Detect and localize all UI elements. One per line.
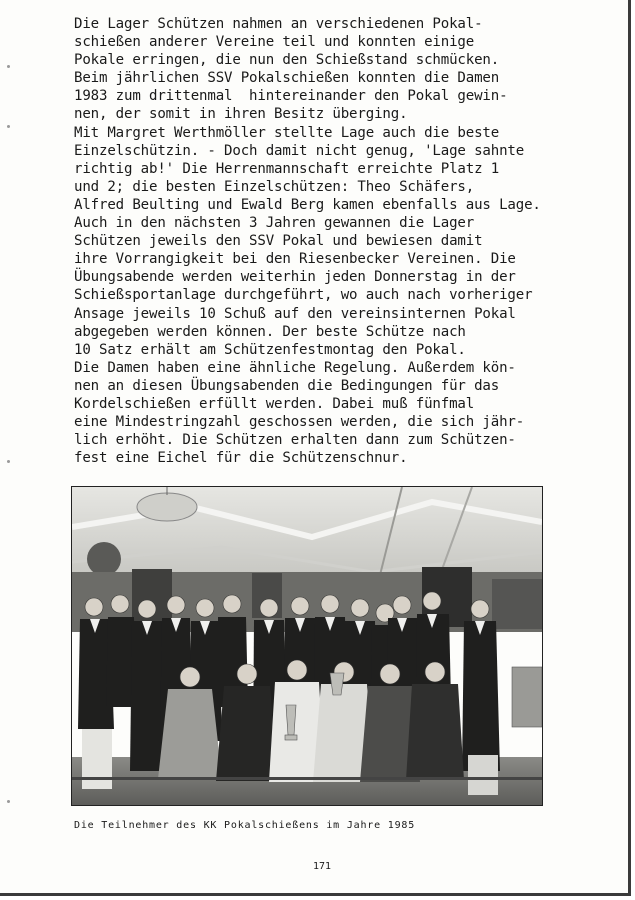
text-line: Mit Margret Werthmöller stellte Lage auch die beste [74,124,500,141]
text-line: Auch in den nächsten 3 Jahren gewannen die Lager [74,215,475,232]
text-line: ihre Vorrangigkeit bei den Riesenbecker Vereinen. Die [74,251,516,268]
text-line: Übungsabende werden weiterhin jeden Donnerstag in der [74,269,516,286]
body-text [74,15,594,467]
text-line: abgegeben werden können. Der beste Schütze nach [74,323,466,340]
photo-caption: Die Teilnehmer des KK Pokalschießens im Jahre 1985 [74,820,416,831]
white-trousers-right [468,755,498,795]
text-line: 10 Satz erhält am Schützenfestmontag den Pokal. [74,341,466,358]
text-line: eine Mindestringzahl geschossen werden, die sich jähr- [74,414,525,431]
text-line: Beim jährlichen SSV Pokalschießen konnten die Damen [74,70,500,87]
text-line: schießen anderer Vereine teil und konnten einige [74,34,475,51]
text-line: Schützen jeweils den SSV Pokal und bewiesen damit [74,233,483,250]
text-line: Die Damen haben eine ähnliche Regelung. Außerdem kön- [74,359,516,376]
text-line: lich erhöht. Die Schützen erhalten dann zum Schützen- [74,432,516,449]
text-line: Schießsportanlage durchgeführt, wo auch nach vorheriger [74,287,533,304]
margin-mark [7,460,10,463]
text-line: Pokale erringen, die nun den Schießstand schmücken. [74,52,500,69]
text-line: nen an diesen Übungsabenden die Bedingungen für das [74,377,500,394]
group-photo [71,486,543,806]
chandelier [137,493,197,521]
text-line: nen, der somit in ihren Besitz überging. [74,106,408,123]
drum-decoration [87,542,121,576]
text-line: Einzelschützin. - Doch damit nicht genug, 'Lage sahnte [74,142,525,159]
page-number: 171 [313,861,332,872]
text-line: richtig ab!' Die Herrenmannschaft erreichte Platz 1 [74,160,500,177]
text-line: Ansage jeweils 10 Schuß auf den vereinsinternen Pokal [74,305,516,322]
text-line: Alfred Beulting und Ewald Berg kamen ebenfalls aus Lage. [74,196,541,213]
margin-mark [7,800,10,803]
margin-mark [7,65,10,68]
text-line: Kordelschießen erfüllt werden. Dabei muß fünfmal [74,395,475,412]
text-line: und 2; die besten Einzelschützen: Theo Schäfers, [74,178,475,195]
margin-mark [7,125,10,128]
text-line: fest eine Eichel für die Schützenschnur. [74,450,408,467]
text-line: Die Lager Schützen nahmen an verschiedenen Pokal- [74,16,483,32]
text-line: 1983 zum drittenmal hintereinander den Pokal gewin- [74,88,508,105]
group-photo-illustration [72,487,542,805]
